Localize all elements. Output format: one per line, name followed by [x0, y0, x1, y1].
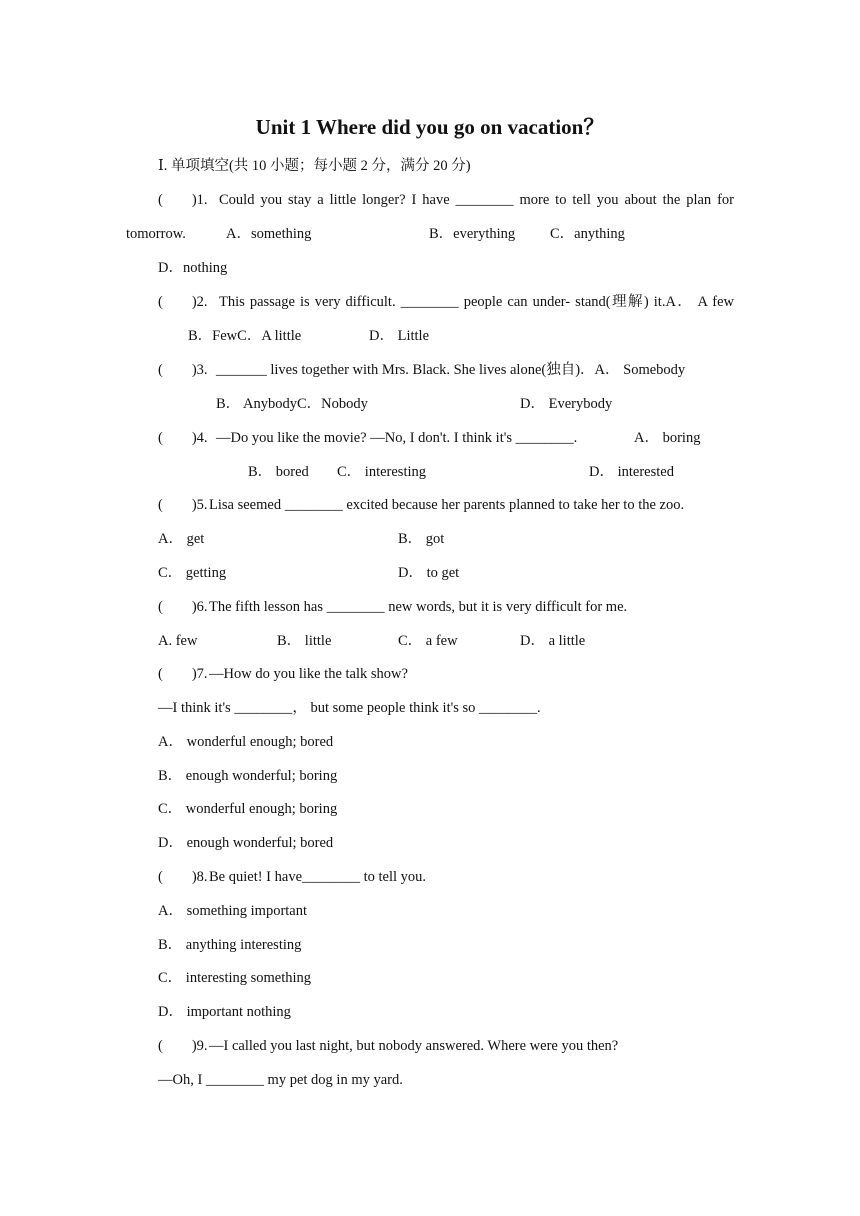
question-number: ( )2. — [158, 294, 208, 310]
question-number: ( )9. — [158, 1038, 208, 1054]
option-c: C． interesting — [337, 464, 427, 480]
option-d: D． enough wonderful; bored — [158, 835, 334, 851]
option-b: B． bored — [248, 464, 309, 480]
option-bc: B．FewC．A little — [188, 328, 302, 344]
option-a: A． something important — [158, 903, 308, 919]
option-bc: B． AnybodyC．Nobody — [216, 396, 368, 412]
option-c: C． a few — [398, 633, 458, 649]
option-d: D．nothing — [158, 260, 228, 276]
option-a: A． get — [158, 531, 205, 547]
question-stem: —Do you like the movie? —No, I don't. I think it's ________. — [216, 430, 578, 446]
option-d: D． to get — [398, 565, 460, 581]
question-stem: The fifth lesson has ________ new words, but it is very difficult for me. — [209, 599, 628, 615]
option-c: C． interesting something — [158, 970, 312, 986]
question-stem: _______ lives together with Mrs. Black. She lives alone(独自)．A． Somebody — [216, 362, 686, 378]
section-heading: Ⅰ. 单项填空(共 10 小题；每小题 2 分，满分 20 分) — [158, 158, 471, 174]
question-stem: Could you stay a little longer? I have ________ more to tell you about the plan for — [219, 192, 734, 208]
option-a: A． boring — [634, 430, 701, 446]
option-b: B． got — [398, 531, 445, 547]
question-number: ( )6. — [158, 599, 208, 615]
question-stem: —How do you like the talk show? — [209, 666, 408, 682]
question-7-line-2: —I think it's ________， but some people think it's so ________. — [158, 700, 541, 716]
question-number: ( )3. — [158, 362, 208, 378]
option-b: B． little — [277, 633, 332, 649]
page-title: Unit 1 Where did you go on vacation？ — [255, 115, 605, 139]
option-c: C． wonderful enough; boring — [158, 801, 338, 817]
option-a: A．something — [226, 226, 312, 242]
question-stem: This passage is very difficult. ________ people can under- stand(理解) it.A． A few — [219, 294, 734, 310]
option-d: D． interested — [589, 464, 674, 480]
option-c: C．anything — [550, 226, 625, 242]
option-b: B．everything — [429, 226, 516, 242]
option-a: A． wonderful enough; bored — [158, 734, 334, 750]
option-d: D． a little — [520, 633, 586, 649]
option-d: D． important nothing — [158, 1004, 291, 1020]
question-9-line-2: —Oh, I ________ my pet dog in my yard. — [158, 1072, 403, 1088]
option-d: D． Little — [369, 328, 430, 344]
option-c: C． getting — [158, 565, 227, 581]
option-b: B． anything interesting — [158, 937, 302, 953]
option-a: A. few — [158, 633, 198, 649]
question-number: ( )1. — [158, 192, 208, 208]
question-number: ( )5. — [158, 497, 208, 513]
option-d: D． Everybody — [520, 396, 613, 412]
question-stem: Lisa seemed ________ excited because her parents planned to take her to the zoo. — [209, 497, 685, 513]
question-stem: Be quiet! I have________ to tell you. — [209, 869, 427, 885]
option-b: B． enough wonderful; boring — [158, 768, 338, 784]
question-number: ( )8. — [158, 869, 208, 885]
question-number: ( )7. — [158, 666, 208, 682]
question-stem-cont: tomorrow. — [126, 226, 186, 242]
question-number: ( )4. — [158, 430, 208, 446]
question-stem: —I called you last night, but nobody answered. Where were you then? — [209, 1038, 619, 1054]
